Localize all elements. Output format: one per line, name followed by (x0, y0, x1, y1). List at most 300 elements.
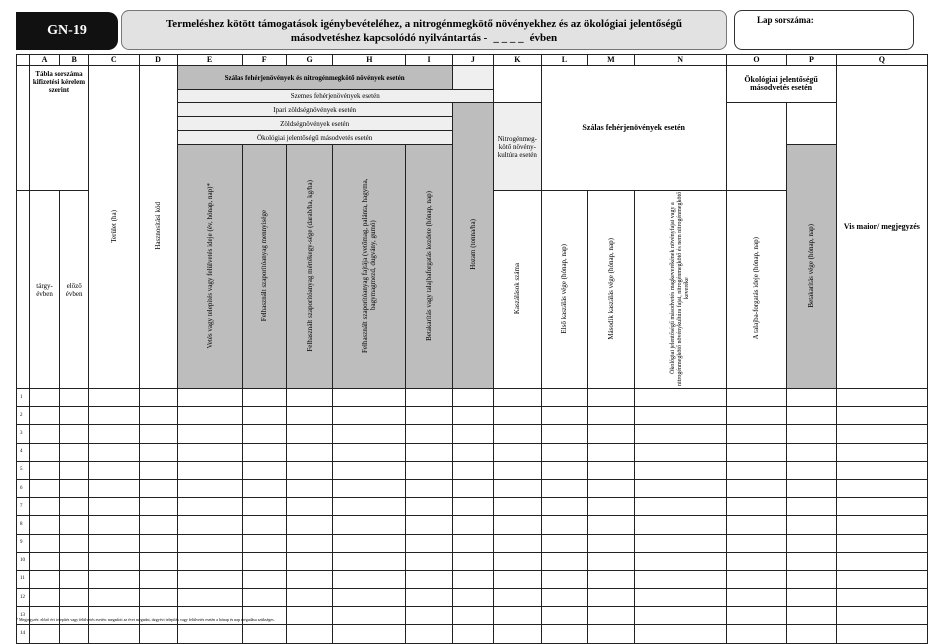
entry-cell[interactable] (836, 516, 927, 534)
entry-cell[interactable] (787, 389, 836, 407)
entry-cell[interactable] (177, 461, 242, 479)
entry-cell[interactable] (242, 607, 286, 625)
table-row (17, 407, 928, 425)
col-m-header: Első kaszálás vége (hónap, nap) (541, 191, 587, 389)
row-number: 9 (17, 534, 30, 552)
entry-cell[interactable] (60, 498, 89, 516)
entry-cell[interactable] (726, 589, 787, 607)
entry-cell[interactable] (177, 443, 242, 461)
entry-cell[interactable] (242, 461, 286, 479)
entry-cell[interactable] (29, 425, 59, 443)
entry-cell[interactable] (242, 389, 286, 407)
entry-cell[interactable] (452, 552, 493, 570)
entry-cell[interactable] (836, 389, 927, 407)
entry-cell[interactable] (634, 443, 726, 461)
entry-cell[interactable] (787, 461, 836, 479)
entry-cell[interactable] (787, 516, 836, 534)
records-table (16, 54, 928, 644)
entry-cell[interactable] (89, 407, 139, 425)
row-number: 3 (17, 425, 30, 443)
entry-cell[interactable] (406, 516, 452, 534)
col-q-header: Vis maior/ megjegyzés (836, 66, 927, 389)
row-number: 1 (17, 389, 30, 407)
table-row (17, 552, 928, 570)
entry-cell[interactable] (541, 425, 587, 443)
entry-cell[interactable] (242, 570, 286, 588)
entry-cell[interactable] (541, 389, 587, 407)
entry-cell[interactable] (452, 570, 493, 588)
entry-cell[interactable] (177, 479, 242, 497)
footnote: * Megjegyzés: előző évi telepítés vagy felülvetés esetén: megadott az évet megadni, tárgyévi telepítés vagy felülvetés esetén a hónap és nap megadása szükséges. (16, 617, 275, 622)
col-letter: H (333, 55, 406, 66)
table-row (17, 498, 928, 516)
col-c-header: Terület (ha) (89, 66, 139, 389)
entry-cell[interactable] (60, 589, 89, 607)
entry-cell[interactable] (139, 625, 177, 643)
entry-cell[interactable] (60, 607, 89, 625)
entry-cell[interactable] (89, 625, 139, 643)
table-row (17, 534, 928, 552)
entry-cell[interactable] (452, 516, 493, 534)
col-letter: D (139, 55, 177, 66)
col-letter: E (177, 55, 242, 66)
entry-cell[interactable] (588, 625, 634, 643)
entry-cell[interactable] (333, 479, 406, 497)
letter-row (17, 55, 928, 66)
entry-cell[interactable] (836, 534, 927, 552)
entry-cell[interactable] (60, 461, 89, 479)
entry-cell[interactable] (242, 479, 286, 497)
entry-cell[interactable] (139, 425, 177, 443)
entry-cell[interactable] (406, 607, 452, 625)
entry-cell[interactable] (60, 425, 89, 443)
entry-cell[interactable] (286, 443, 332, 461)
entry-cell[interactable] (836, 589, 927, 607)
row-number: 11 (17, 570, 30, 588)
entry-cell[interactable] (588, 516, 634, 534)
entry-cell[interactable] (726, 443, 787, 461)
entry-cell[interactable] (139, 607, 177, 625)
entry-cell[interactable] (333, 425, 406, 443)
entry-cell[interactable] (588, 479, 634, 497)
entry-cell[interactable] (333, 443, 406, 461)
entry-cell[interactable] (634, 570, 726, 588)
entry-cell[interactable] (177, 389, 242, 407)
entry-cell[interactable] (452, 461, 493, 479)
entry-cell[interactable] (493, 443, 541, 461)
entry-cell[interactable] (836, 461, 927, 479)
group1-header: Szálas fehérjenövények és nitrogénmegkötő növények esetén (177, 66, 452, 90)
entry-cell[interactable] (139, 443, 177, 461)
entry-cell[interactable] (634, 625, 726, 643)
entry-cell[interactable] (541, 534, 587, 552)
entry-cell[interactable] (286, 479, 332, 497)
row-number: 10 (17, 552, 30, 570)
entry-cell[interactable] (836, 407, 927, 425)
entry-cell[interactable] (89, 570, 139, 588)
entry-cell[interactable] (406, 389, 452, 407)
col-i-header: Betakarítás vagy talajbaforgatás kezdete (hónap, nap) (406, 145, 452, 389)
row-number: 7 (17, 498, 30, 516)
entry-cell[interactable] (29, 498, 59, 516)
col-d-header: Hasznosítási kód (139, 66, 177, 389)
entry-cell[interactable] (89, 461, 139, 479)
col-a-header: tárgy-évben (29, 191, 59, 389)
entry-cell[interactable] (406, 461, 452, 479)
entry-cell[interactable] (634, 425, 726, 443)
entry-cell[interactable] (634, 589, 726, 607)
entry-cell[interactable] (726, 607, 787, 625)
entry-cell[interactable] (541, 570, 587, 588)
entry-cell[interactable] (726, 534, 787, 552)
entry-cell[interactable] (541, 589, 587, 607)
entry-cell[interactable] (286, 534, 332, 552)
entry-cell[interactable] (634, 552, 726, 570)
entry-cell[interactable] (29, 461, 59, 479)
entry-cell[interactable] (333, 389, 406, 407)
entry-cell[interactable] (242, 498, 286, 516)
entry-cell[interactable] (493, 534, 541, 552)
entry-cell[interactable] (541, 461, 587, 479)
entry-cell[interactable] (726, 552, 787, 570)
entry-cell[interactable] (787, 589, 836, 607)
row-number: 13 (17, 607, 30, 625)
entry-cell[interactable] (60, 516, 89, 534)
entry-cell[interactable] (333, 461, 406, 479)
entry-cell[interactable] (406, 589, 452, 607)
entry-cell[interactable] (333, 625, 406, 643)
entry-cell[interactable] (836, 552, 927, 570)
entry-cell[interactable] (60, 443, 89, 461)
row-number: 8 (17, 516, 30, 534)
entry-cell[interactable] (836, 425, 927, 443)
entry-cell[interactable] (541, 498, 587, 516)
form-code-badge (16, 12, 118, 50)
entry-cell[interactable] (286, 552, 332, 570)
entry-cell[interactable] (242, 407, 286, 425)
entry-cell[interactable] (588, 552, 634, 570)
row-number: 4 (17, 443, 30, 461)
entry-cell[interactable] (89, 552, 139, 570)
row-number: 14 (17, 625, 30, 643)
entry-cell[interactable] (139, 479, 177, 497)
col-letter: B (60, 55, 89, 66)
row-number: 2 (17, 407, 30, 425)
group3-header: Ipari zöldségnövények esetén (177, 103, 452, 117)
entry-cell[interactable] (60, 479, 89, 497)
entry-cell[interactable] (787, 498, 836, 516)
entry-cell[interactable] (588, 461, 634, 479)
entry-cell[interactable] (89, 443, 139, 461)
entry-cell[interactable] (177, 516, 242, 534)
col-j-header: Betakarítás vége (hónap, nap) (787, 145, 836, 389)
entry-cell[interactable] (588, 589, 634, 607)
table-row (17, 589, 928, 607)
entry-cell[interactable] (493, 479, 541, 497)
entry-cell[interactable] (493, 589, 541, 607)
entry-cell[interactable] (242, 516, 286, 534)
entry-cell[interactable] (89, 498, 139, 516)
entry-cell[interactable] (726, 425, 787, 443)
entry-cell[interactable] (787, 552, 836, 570)
entry-cell[interactable] (242, 443, 286, 461)
entry-cell[interactable] (787, 570, 836, 588)
entry-cell[interactable] (29, 407, 59, 425)
entry-cell[interactable] (726, 407, 787, 425)
entry-cell[interactable] (242, 625, 286, 643)
col-letter: O (726, 55, 787, 66)
entry-cell[interactable] (406, 625, 452, 643)
entry-cell[interactable] (333, 498, 406, 516)
entry-cell[interactable] (60, 552, 89, 570)
entry-cell[interactable] (29, 534, 59, 552)
entry-cell[interactable] (406, 407, 452, 425)
entry-cell[interactable] (29, 607, 59, 625)
entry-cell[interactable] (836, 607, 927, 625)
table-row (17, 425, 928, 443)
entry-cell[interactable] (634, 534, 726, 552)
entry-cell[interactable] (588, 607, 634, 625)
col-p-header: A talajba-forgatás ideje (hónap, nap) (726, 191, 787, 389)
entry-cell[interactable] (333, 516, 406, 534)
entry-cell[interactable] (452, 607, 493, 625)
entry-cell[interactable] (177, 570, 242, 588)
entry-cell[interactable] (726, 461, 787, 479)
entry-cell[interactable] (406, 443, 452, 461)
entry-cell[interactable] (242, 552, 286, 570)
entry-cell[interactable] (452, 498, 493, 516)
entry-cell[interactable] (333, 552, 406, 570)
entry-cell[interactable] (787, 425, 836, 443)
entry-cell[interactable] (588, 389, 634, 407)
year-blank: _ _ _ _ (493, 32, 524, 44)
entry-cell[interactable] (29, 479, 59, 497)
entry-cell[interactable] (139, 570, 177, 588)
entry-cell[interactable] (89, 479, 139, 497)
entry-cell[interactable] (493, 461, 541, 479)
entry-cell[interactable] (177, 625, 242, 643)
entry-cell[interactable] (588, 407, 634, 425)
entry-cell[interactable] (89, 389, 139, 407)
entry-cell[interactable] (726, 498, 787, 516)
col-l-header: Kaszálások száma (493, 191, 541, 389)
entry-cell[interactable] (588, 570, 634, 588)
entry-cell[interactable] (89, 534, 139, 552)
entry-cell[interactable] (493, 570, 541, 588)
entry-cell[interactable] (333, 407, 406, 425)
entry-cell[interactable] (726, 625, 787, 643)
entry-cell[interactable] (541, 552, 587, 570)
entry-cell[interactable] (541, 516, 587, 534)
col-letter: M (588, 55, 634, 66)
entry-cell[interactable] (333, 534, 406, 552)
entry-cell[interactable] (452, 534, 493, 552)
entry-cell[interactable] (787, 625, 836, 643)
entry-cell[interactable] (177, 407, 242, 425)
entry-cell[interactable] (286, 625, 332, 643)
col-letter: A (29, 55, 59, 66)
entry-cell[interactable] (333, 570, 406, 588)
title-line-2-suffix: évben (529, 32, 558, 44)
entry-cell[interactable] (726, 389, 787, 407)
entry-cell[interactable] (89, 425, 139, 443)
form-code: GN-19 (47, 23, 87, 38)
entry-cell[interactable] (787, 607, 836, 625)
entry-cell[interactable] (139, 534, 177, 552)
entry-cell[interactable] (588, 534, 634, 552)
entry-cell[interactable] (60, 570, 89, 588)
entry-cell[interactable] (177, 607, 242, 625)
col-letter: N (634, 55, 726, 66)
row-number: 5 (17, 461, 30, 479)
entry-cell[interactable] (493, 552, 541, 570)
entry-cell[interactable] (29, 570, 59, 588)
entry-cell[interactable] (634, 479, 726, 497)
entry-cell[interactable] (452, 589, 493, 607)
entry-cell[interactable] (29, 443, 59, 461)
entry-cell[interactable] (60, 407, 89, 425)
entry-cell[interactable] (493, 389, 541, 407)
table-row (17, 443, 928, 461)
entry-cell[interactable] (89, 607, 139, 625)
entry-cell[interactable] (787, 407, 836, 425)
table-row (17, 479, 928, 497)
col-letter: F (242, 55, 286, 66)
col-letter: L (541, 55, 587, 66)
entry-cell[interactable] (493, 498, 541, 516)
entry-cell[interactable] (29, 589, 59, 607)
title-line-2 (122, 31, 726, 45)
entry-cell[interactable] (588, 498, 634, 516)
col-h-header: Felhasznált szaporítóanyag fajtája (vetőmag, palánta, hagyma, bagymagmezd, dugvány, gumó) (333, 145, 406, 389)
entry-cell[interactable] (452, 425, 493, 443)
entry-cell[interactable] (242, 589, 286, 607)
title-line-1: Termeléshez kötött támogatások igénybevételéhez, a nitrogénmegkötő növényekhez és az ökológiai jelentőségű (165, 18, 682, 30)
group5-header: Ökológiai jelentőségű másodvetés esetén (177, 131, 452, 145)
entry-cell[interactable] (286, 461, 332, 479)
entry-cell[interactable] (286, 516, 332, 534)
entry-cell[interactable] (139, 389, 177, 407)
entry-cell[interactable] (177, 425, 242, 443)
lmn-header: Szálas fehérjenövények esetén (541, 66, 726, 191)
entry-cell[interactable] (89, 516, 139, 534)
entry-cell[interactable] (634, 498, 726, 516)
entry-cell[interactable] (29, 516, 59, 534)
entry-cell[interactable] (286, 407, 332, 425)
entry-cell[interactable] (541, 607, 587, 625)
entry-cell[interactable] (89, 589, 139, 607)
entry-cell[interactable] (139, 461, 177, 479)
entry-cell[interactable] (177, 552, 242, 570)
entry-cell[interactable] (177, 498, 242, 516)
entry-cell[interactable] (286, 389, 332, 407)
entry-cell[interactable] (493, 407, 541, 425)
entry-cell[interactable] (286, 570, 332, 588)
table-row (17, 570, 928, 588)
op-header: Ökológiai jelentőségű másodvetés esetén (726, 66, 836, 103)
entry-cell[interactable] (787, 443, 836, 461)
entry-cell[interactable] (787, 479, 836, 497)
entry-cell[interactable] (139, 516, 177, 534)
entry-cell[interactable] (634, 461, 726, 479)
entry-cell[interactable] (60, 625, 89, 643)
col-letter: C (89, 55, 139, 66)
entry-cell[interactable] (836, 625, 927, 643)
entry-cell[interactable] (836, 479, 927, 497)
entry-cell[interactable] (836, 570, 927, 588)
entry-cell[interactable] (452, 479, 493, 497)
entry-cell[interactable] (406, 534, 452, 552)
entry-cell[interactable] (139, 552, 177, 570)
entry-cell[interactable] (541, 479, 587, 497)
form-title-box (121, 10, 727, 50)
entry-cell[interactable] (541, 407, 587, 425)
entry-cell[interactable] (286, 589, 332, 607)
entry-cell[interactable] (333, 589, 406, 607)
entry-cell[interactable] (452, 625, 493, 643)
entry-cell[interactable] (493, 607, 541, 625)
entry-cell[interactable] (634, 516, 726, 534)
entry-cell[interactable] (726, 516, 787, 534)
entry-cell[interactable] (242, 534, 286, 552)
entry-cell[interactable] (286, 425, 332, 443)
entry-cell[interactable] (29, 625, 59, 643)
entry-cell[interactable] (588, 443, 634, 461)
entry-cell[interactable] (286, 607, 332, 625)
entry-cell[interactable] (333, 607, 406, 625)
entry-cell[interactable] (787, 534, 836, 552)
entry-cell[interactable] (493, 625, 541, 643)
entry-cell[interactable] (406, 498, 452, 516)
entry-cell[interactable] (634, 407, 726, 425)
entry-cell[interactable] (60, 389, 89, 407)
entry-cell[interactable] (634, 607, 726, 625)
entry-cell[interactable] (836, 498, 927, 516)
entry-cell[interactable] (726, 570, 787, 588)
entry-cell[interactable] (29, 389, 59, 407)
entry-cell[interactable] (406, 479, 452, 497)
entry-cell[interactable] (29, 552, 59, 570)
entry-cell[interactable] (452, 389, 493, 407)
entry-cell[interactable] (139, 498, 177, 516)
entry-cell[interactable] (406, 570, 452, 588)
entry-cell[interactable] (286, 498, 332, 516)
entry-cell[interactable] (726, 479, 787, 497)
entry-cell[interactable] (242, 425, 286, 443)
entry-cell[interactable] (452, 443, 493, 461)
entry-cell[interactable] (541, 625, 587, 643)
entry-cell[interactable] (139, 589, 177, 607)
entry-cell[interactable] (406, 425, 452, 443)
entry-cell[interactable] (588, 425, 634, 443)
entry-cell[interactable] (493, 425, 541, 443)
col-letter: Q (836, 55, 927, 66)
entry-cell[interactable] (634, 389, 726, 407)
sheet-number-box (734, 10, 914, 50)
entry-cell[interactable] (177, 534, 242, 552)
entry-cell[interactable] (836, 443, 927, 461)
entry-cell[interactable] (452, 407, 493, 425)
entry-cell[interactable] (541, 443, 587, 461)
entry-cell[interactable] (139, 407, 177, 425)
entry-cell[interactable] (493, 516, 541, 534)
o-sub-header: Nitrogénmeg-kötő növény-kultúra esetén (493, 103, 541, 191)
table-row (17, 516, 928, 534)
entry-cell[interactable] (60, 534, 89, 552)
entry-cell[interactable] (406, 552, 452, 570)
entry-cell[interactable] (177, 589, 242, 607)
row-number: 6 (17, 479, 30, 497)
